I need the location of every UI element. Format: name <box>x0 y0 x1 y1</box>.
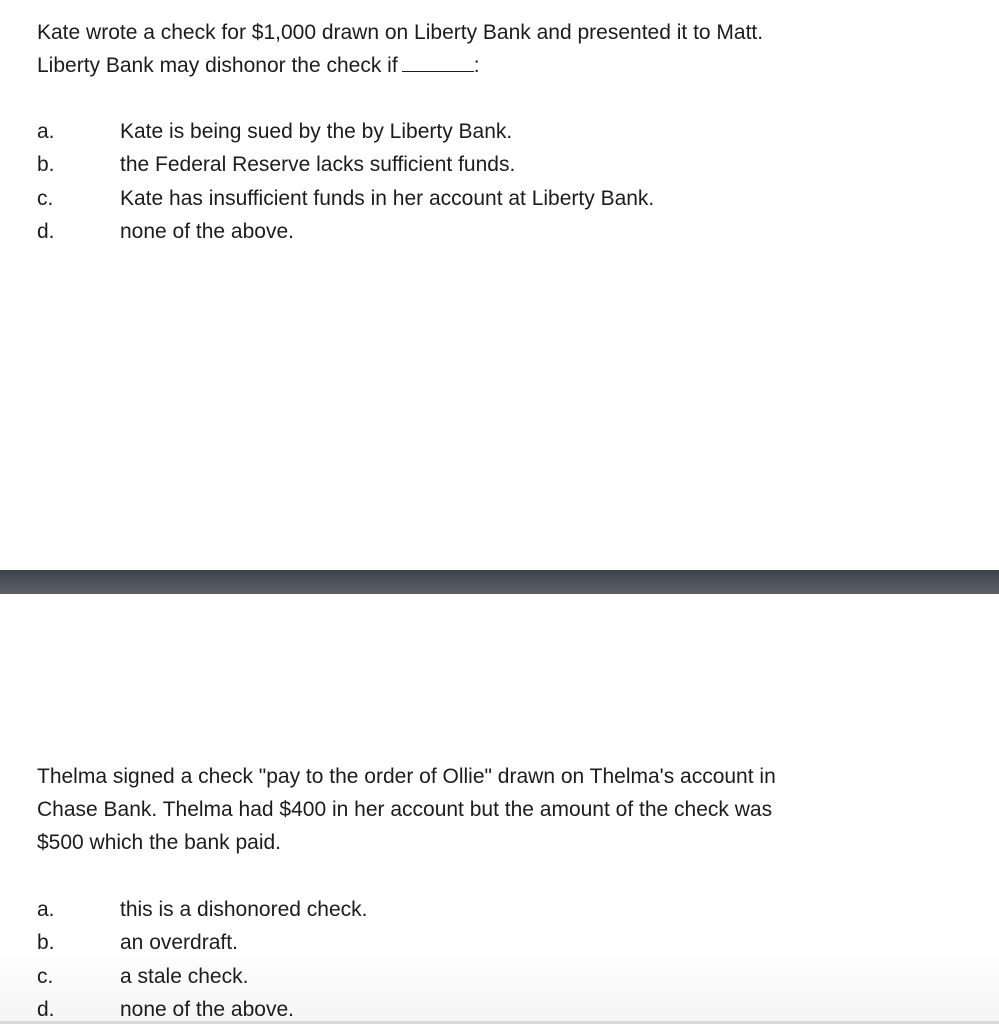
choice-letter: c. <box>37 964 54 988</box>
question-2-line-2: Chase Bank. Thelma had $400 in her account but the amount of the check was <box>37 798 773 821</box>
choice-letter: a. <box>37 898 55 921</box>
choice-text: Kate is being sued by the by Liberty Bank. <box>120 120 513 143</box>
choice-letter: a. <box>37 120 55 143</box>
choice-letter: c. <box>37 186 54 210</box>
choice-letter: d. <box>37 997 55 1021</box>
question-1-line-2-text: Liberty Bank may dishonor the check if <box>37 54 398 77</box>
question-2-stem <box>37 760 937 859</box>
choice-text: Kate has insufficient funds in her account at Liberty Bank. <box>120 186 655 210</box>
question-1-line-1: Kate wrote a check for $1,000 drawn on Liberty Bank and presented it to Matt. <box>37 21 764 44</box>
question-2-line-1: Thelma signed a check "pay to the order of Ollie" drawn on Thelma's account in <box>37 765 776 788</box>
choice-text: none of the above. <box>120 219 294 243</box>
choice-text: a stale check. <box>120 964 249 988</box>
choice-letter: b. <box>37 153 55 177</box>
choice-text: the Federal Reserve lacks sufficient funds. <box>120 153 516 177</box>
question-1-line-2-colon: : <box>473 54 480 77</box>
choice-letter: d. <box>37 219 55 243</box>
question-2-line-3: $500 which the bank paid. <box>37 831 282 854</box>
choice-text: none of the above. <box>120 997 294 1021</box>
question-1-stem <box>37 16 937 82</box>
choice-text: an overdraft. <box>120 931 238 955</box>
choice-letter: b. <box>37 931 55 955</box>
answer-blank <box>402 53 474 72</box>
page-separator <box>0 570 999 594</box>
choice-text: this is a dishonored check. <box>120 898 368 921</box>
question-1-line-2 <box>37 49 937 82</box>
